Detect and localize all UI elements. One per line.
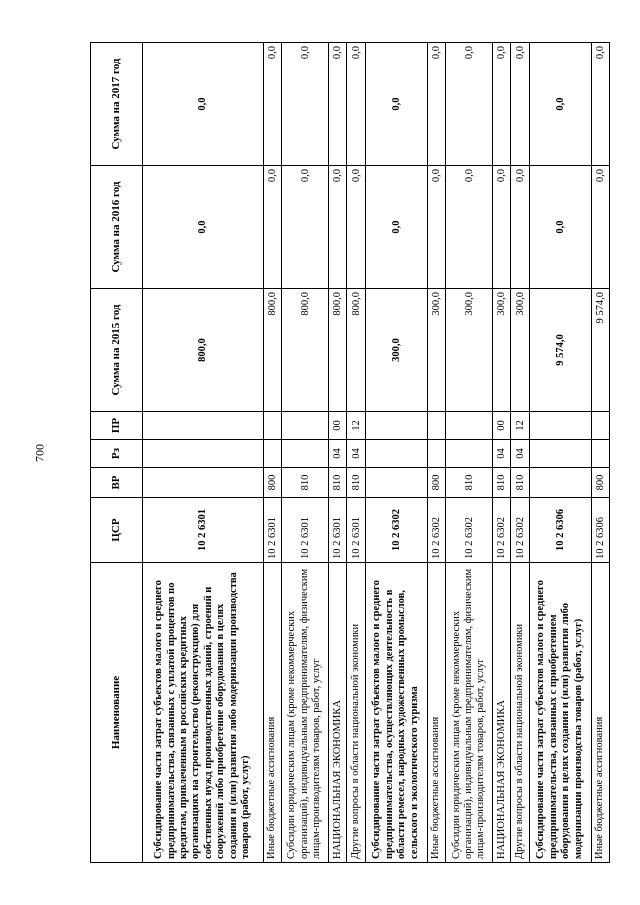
cell-vr: 810	[281, 468, 328, 498]
cell-name: Субсидии юридическим лицам (кроме некоммерческих организаций), индивидуальным предпринимателям, физическим лицам-производителям товаров, работ, услуг	[281, 563, 328, 863]
cell-sum-2017: 0,0	[493, 43, 511, 166]
table-row	[329, 43, 347, 863]
cell-sum-2015: 300,0	[427, 289, 445, 412]
table-row	[493, 43, 511, 863]
cell-sum-2017: 0,0	[329, 43, 347, 166]
cell-sum-2015: 800,0	[347, 289, 365, 412]
cell-rz	[365, 440, 427, 468]
cell-vr	[365, 468, 427, 498]
cell-sum-2015: 800,0	[329, 289, 347, 412]
cell-csr: 10 2 6302	[511, 498, 529, 563]
cell-vr: 800	[263, 468, 281, 498]
cell-csr: 10 2 6301	[347, 498, 365, 563]
cell-rz	[427, 440, 445, 468]
cell-rz: 04	[511, 440, 529, 468]
cell-vr: 810	[445, 468, 492, 498]
cell-rz	[143, 440, 264, 468]
cell-rz	[263, 440, 281, 468]
cell-name: Субсидии юридическим лицам (кроме некоммерческих организаций), индивидуальным предпринимателям, физическим лицам-производителям товаров, работ, услуг	[445, 563, 492, 863]
rotated-table-container	[90, 43, 610, 863]
cell-sum-2016: 0,0	[427, 166, 445, 289]
cell-name: Иные бюджетные ассигнования	[591, 563, 609, 863]
cell-name: Субсидирование части затрат субъектов малого и среднего предпринимательства, связанных с приобретением оборудования в целях создания и (или) развития либо модернизации производства товаров (работ, услуг)	[529, 563, 591, 863]
cell-pr	[143, 412, 264, 440]
cell-sum-2015: 800,0	[281, 289, 328, 412]
cell-rz: 04	[347, 440, 365, 468]
cell-pr	[281, 412, 328, 440]
cell-csr: 10 2 6301	[143, 498, 264, 563]
cell-csr: 10 2 6302	[365, 498, 427, 563]
cell-name: НАЦИОНАЛЬНАЯ ЭКОНОМИКА	[329, 563, 347, 863]
cell-sum-2016: 0,0	[143, 166, 264, 289]
cell-sum-2016: 0,0	[445, 166, 492, 289]
cell-vr	[529, 468, 591, 498]
table-row	[143, 43, 264, 863]
header-sum-2015: Сумма на 2015 год	[91, 289, 143, 412]
header-sum-2016: Сумма на 2016 год	[91, 166, 143, 289]
cell-pr	[591, 412, 609, 440]
header-pr: ПР	[91, 412, 143, 440]
cell-sum-2016: 0,0	[493, 166, 511, 289]
cell-sum-2015: 9 574,0	[591, 289, 609, 412]
cell-rz	[529, 440, 591, 468]
cell-pr	[365, 412, 427, 440]
header-csr: ЦСР	[91, 498, 143, 563]
cell-pr: 12	[511, 412, 529, 440]
cell-sum-2016: 0,0	[347, 166, 365, 289]
cell-name: Иные бюджетные ассигнования	[427, 563, 445, 863]
cell-sum-2016: 0,0	[591, 166, 609, 289]
page-number: 700	[32, 444, 47, 462]
cell-sum-2017: 0,0	[529, 43, 591, 166]
cell-vr: 800	[591, 468, 609, 498]
header-sum-2017: Сумма на 2017 год	[91, 43, 143, 166]
table-body	[143, 43, 610, 863]
header-vr: ВР	[91, 468, 143, 498]
cell-csr: 10 2 6302	[427, 498, 445, 563]
cell-csr: 10 2 6302	[445, 498, 492, 563]
cell-rz: 04	[493, 440, 511, 468]
cell-sum-2016: 0,0	[529, 166, 591, 289]
cell-csr: 10 2 6301	[281, 498, 328, 563]
cell-pr	[529, 412, 591, 440]
cell-sum-2015: 9 574,0	[529, 289, 591, 412]
cell-rz: 04	[329, 440, 347, 468]
cell-sum-2017: 0,0	[591, 43, 609, 166]
cell-sum-2016: 0,0	[365, 166, 427, 289]
table-row	[281, 43, 328, 863]
table-row	[365, 43, 427, 863]
cell-csr: 10 2 6306	[529, 498, 591, 563]
cell-sum-2016: 0,0	[263, 166, 281, 289]
cell-csr: 10 2 6301	[329, 498, 347, 563]
cell-pr: 00	[329, 412, 347, 440]
table-row	[263, 43, 281, 863]
table-row	[347, 43, 365, 863]
header-name: Наименование	[91, 563, 143, 863]
cell-sum-2015: 300,0	[445, 289, 492, 412]
cell-pr	[263, 412, 281, 440]
cell-sum-2017: 0,0	[143, 43, 264, 166]
cell-pr: 12	[347, 412, 365, 440]
cell-sum-2015: 800,0	[143, 289, 264, 412]
cell-name: Другие вопросы в области национальной экономики	[511, 563, 529, 863]
table-row	[445, 43, 492, 863]
header-rz: Рз	[91, 440, 143, 468]
cell-vr: 810	[511, 468, 529, 498]
cell-sum-2017: 0,0	[365, 43, 427, 166]
cell-sum-2015: 300,0	[493, 289, 511, 412]
cell-csr: 10 2 6301	[263, 498, 281, 563]
cell-sum-2015: 300,0	[511, 289, 529, 412]
cell-csr: 10 2 6306	[591, 498, 609, 563]
cell-sum-2015: 300,0	[365, 289, 427, 412]
cell-vr	[143, 468, 264, 498]
cell-name: Другие вопросы в области национальной экономики	[347, 563, 365, 863]
table-row	[511, 43, 529, 863]
cell-sum-2017: 0,0	[281, 43, 328, 166]
cell-rz	[445, 440, 492, 468]
cell-sum-2017: 0,0	[347, 43, 365, 166]
cell-csr: 10 2 6302	[493, 498, 511, 563]
cell-vr: 810	[329, 468, 347, 498]
table-row	[427, 43, 445, 863]
cell-sum-2017: 0,0	[263, 43, 281, 166]
table-row	[591, 43, 609, 863]
table-header-row	[91, 43, 143, 863]
cell-sum-2017: 0,0	[445, 43, 492, 166]
cell-sum-2017: 0,0	[511, 43, 529, 166]
cell-rz	[591, 440, 609, 468]
cell-name: НАЦИОНАЛЬНАЯ ЭКОНОМИКА	[493, 563, 511, 863]
cell-pr: 00	[493, 412, 511, 440]
cell-sum-2015: 800,0	[263, 289, 281, 412]
cell-vr: 800	[427, 468, 445, 498]
cell-sum-2016: 0,0	[511, 166, 529, 289]
cell-sum-2017: 0,0	[427, 43, 445, 166]
cell-pr	[445, 412, 492, 440]
budget-table	[90, 42, 610, 863]
cell-vr: 810	[347, 468, 365, 498]
cell-sum-2016: 0,0	[281, 166, 328, 289]
cell-name: Иные бюджетные ассигнования	[263, 563, 281, 863]
cell-pr	[427, 412, 445, 440]
cell-name: Субсидирование части затрат субъектов малого и среднего предпринимательства, осуществляющих деятельность в области ремесел, народных художественных промыслов, сельского и экологического туризма	[365, 563, 427, 863]
cell-sum-2016: 0,0	[329, 166, 347, 289]
cell-rz	[281, 440, 328, 468]
cell-name: Субсидирование части затрат субъектов малого и среднего предпринимательства, связанных с уплатой процентов по кредитам, привлеченным в российских кредитных организациях на строительство (реконструкцию) для собственных нужд производственных зданий, строений и сооружений либо приобретение оборудования в целях создания и (или) развития либо модернизации производства товаров (работ, услуг)	[143, 563, 264, 863]
table-row	[529, 43, 591, 863]
cell-vr: 810	[493, 468, 511, 498]
